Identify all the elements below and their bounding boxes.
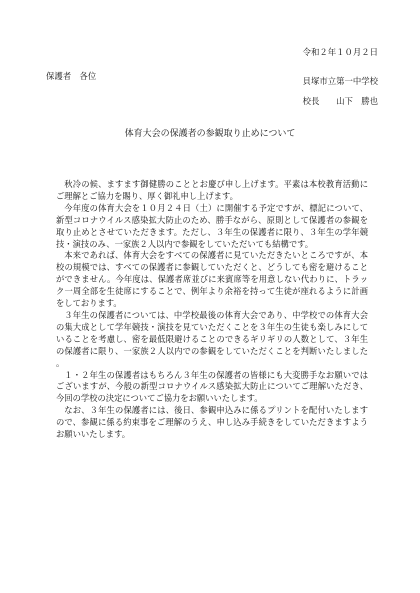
body-paragraph: １・２年生の保護者はもちろん３年生の保護者の皆様にも大変勝手なお願いではございますが、今般の新型コロナウイルス感染拡大防止についてご理解いただき、今回の学校の決定についてご協力をお願いいたします。 — [56, 369, 368, 404]
body-paragraph: 本来であれば、体育大会をすべての保護者に見ていただきたいところですが、本校の規模では、すべての保護者に参観していただくと、どうしても密を避けることができません。今年度は、保護者席並びに来賓席等を用意しない代わりに、トラック一周全部を生徒席にすることで、例年より余裕を持って生徒が座れるように計画をしております。 — [56, 250, 368, 309]
body-paragraph: なお、３年生の保護者には、後日、参観申込みに係るプリントを配付いたしますので、参観に係る約束事をご理解のうえ、申し込み手続きをしていただきますようお願いいたします。 — [56, 405, 368, 440]
sender-block — [303, 71, 378, 111]
sender-organization: 貝塚市立第一中学校 — [302, 76, 378, 86]
issue-date: 令和２年１０月２日 — [302, 47, 378, 57]
body-paragraph: 今年度の体育大会を１０月２４日（土）に開催する予定ですが、標記について、新型コロナウイルス感染拡大防止のため、勝手ながら、原則として保護者の参観を取り止めとさせていただきます。ただし、３年生の保護者に限り、３年生の学年競技・演技のみ、一家族２人以内で参観をしていただいても結構です。 — [56, 202, 368, 249]
body-paragraph: ３年生の保護者については、中学校最後の体育大会であり、中学校での体育大会の集大成として学年競技・演技を見ていただくことを３年生の生徒も楽しみにしていることを考慮し、密を最低限避けることのできるギリギリの人数として、３年生の保護者に限り、一家族２人以内での参観をしていただくことを判断いたしました。 — [56, 309, 368, 368]
recipient-line: 保護者 各位 — [46, 71, 97, 81]
document-body — [56, 179, 368, 441]
body-paragraph: 秋冷の候、ますます御健勝のこととお慶び申し上げます。平素は本校教育活動にご理解とご協力を賜り、厚く御礼申し上げます。 — [56, 179, 368, 201]
document-title: 体育大会の保護者の参観取り止めについて — [124, 129, 296, 139]
sender-name: 校長 山下 勝也 — [302, 96, 378, 106]
